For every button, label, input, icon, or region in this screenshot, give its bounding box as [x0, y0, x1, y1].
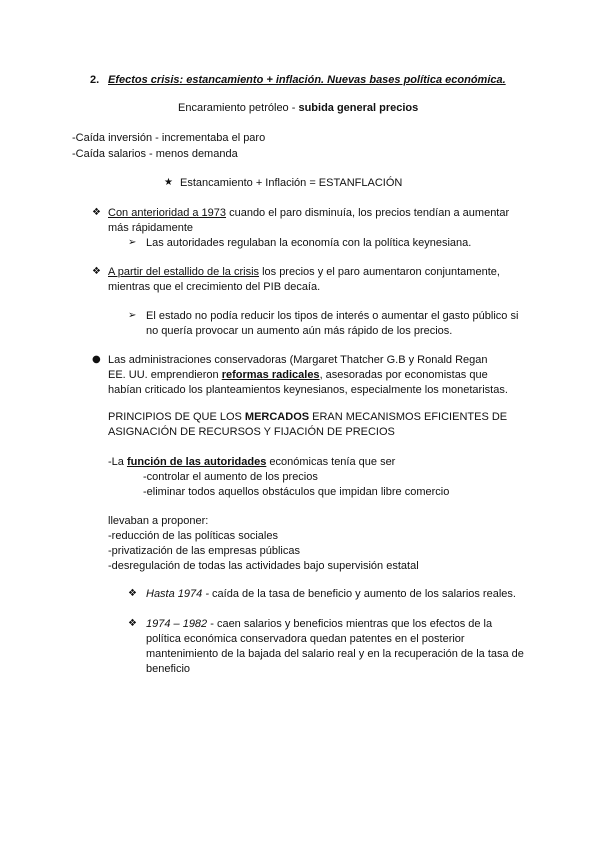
propose-item-2: -privatización de las empresas públicas: [108, 545, 300, 557]
period-2-line-3: mantenimiento de la bajada del salario real y en la recuperación de la tasa de: [146, 648, 524, 660]
arrow-bullet-icon: ➢: [128, 310, 137, 321]
diamond-bullet-icon: ❖: [92, 266, 101, 277]
period-1: [146, 587, 516, 601]
subheading: [178, 101, 418, 115]
block3-line2-bold: reformas radicales: [221, 369, 320, 381]
block2-underlined: A partir del estallido de la crisis: [108, 266, 260, 278]
function-line: [108, 455, 395, 469]
period-2-text: - caen salarios y beneficios mientras que los efectos de la: [207, 618, 493, 630]
period-1-label: Hasta 1974 -: [146, 588, 209, 600]
period-2-line-4: beneficio: [146, 663, 191, 675]
block2-line1: [108, 265, 500, 279]
diamond-bullet-icon: ❖: [128, 588, 137, 599]
principles-line1: [108, 410, 507, 424]
stagflation-line: Estancamiento + Inflación = ESTANFLACIÓN: [180, 177, 403, 189]
block3-line2: [108, 368, 488, 382]
diamond-bullet-icon: ❖: [128, 618, 137, 629]
heading-number: 2.: [90, 74, 100, 86]
consequence-1: -Caída inversión - incrementaba el paro: [72, 132, 266, 144]
propose-item-1: -reducción de las políticas sociales: [108, 530, 278, 542]
propose-intro: llevaban a proponer:: [108, 515, 209, 527]
principles-post: ERAN MECANISMOS EFICIENTES DE: [309, 411, 508, 423]
function-pre: -La: [108, 456, 127, 468]
principles-pre: PRINCIPIOS DE QUE LOS: [108, 411, 245, 423]
diamond-bullet-icon: ❖: [92, 207, 101, 218]
block3-line2-pre: EE. UU. emprendieron: [108, 369, 222, 381]
arrow-bullet-icon: ➢: [128, 237, 137, 248]
principles-line2: ASIGNACIÓN DE RECURSOS Y FIJACIÓN DE PRECIOS: [108, 426, 395, 438]
propose-item-3: -desregulación de todas las actividades bajo supervisión estatal: [108, 560, 419, 572]
function-bold: función de las autoridades: [126, 456, 267, 468]
block1-sub: Las autoridades regulaban la economía con la política keynesiana.: [146, 237, 472, 249]
block2-sub2: no quería provocar un aumento aún más rápido de los precios.: [146, 325, 453, 337]
function-item-2: -eliminar todos aquellos obstáculos que impidan libre comercio: [143, 486, 450, 498]
block3-line2-post: , asesoradas por economistas que: [319, 369, 488, 381]
star-icon: ★: [164, 177, 173, 188]
function-item-1: -controlar el aumento de los precios: [143, 471, 318, 483]
period-2-label: 1974 – 1982: [146, 618, 208, 630]
period-2-line-2: política económica conservadora quedan patentes en el posterior: [146, 633, 465, 645]
subheading-text: Encaramiento petróleo -: [178, 102, 299, 114]
block3-line1: Las administraciones conservadoras (Margaret Thatcher G.B y Ronald Regan: [108, 354, 488, 366]
block3-line3: habían criticado los planteamientos keynesianos, especialmente los monetaristas.: [108, 384, 508, 396]
block2-sub1: El estado no podía reducir los tipos de interés o aumentar el gasto público si: [146, 310, 519, 322]
consequence-2: -Caída salarios - menos demanda: [72, 148, 238, 160]
block2-rest: los precios y el paro aumentaron conjuntamente,: [259, 266, 500, 278]
block2-line2: mientras que el crecimiento del PIB decaía.: [108, 281, 321, 293]
round-bullet-icon: ●: [92, 354, 101, 365]
function-post: económicas tenía que ser: [266, 456, 396, 468]
subheading-bold: subida general precios: [298, 102, 419, 114]
period-2: [146, 617, 492, 631]
principles-bold: MERCADOS: [244, 411, 310, 423]
heading-title: Efectos crisis: estancamiento + inflación. Nuevas bases política económica.: [108, 74, 506, 86]
block1-rest: cuando el paro disminuía, los precios tendían a aumentar: [226, 207, 510, 219]
block1-line1: [108, 206, 509, 220]
block1-underlined: Con anterioridad a 1973: [108, 207, 227, 219]
block1-line2: más rápidamente: [108, 222, 193, 234]
period-1-text: caída de la tasa de beneficio y aumento de los salarios reales.: [208, 588, 516, 600]
